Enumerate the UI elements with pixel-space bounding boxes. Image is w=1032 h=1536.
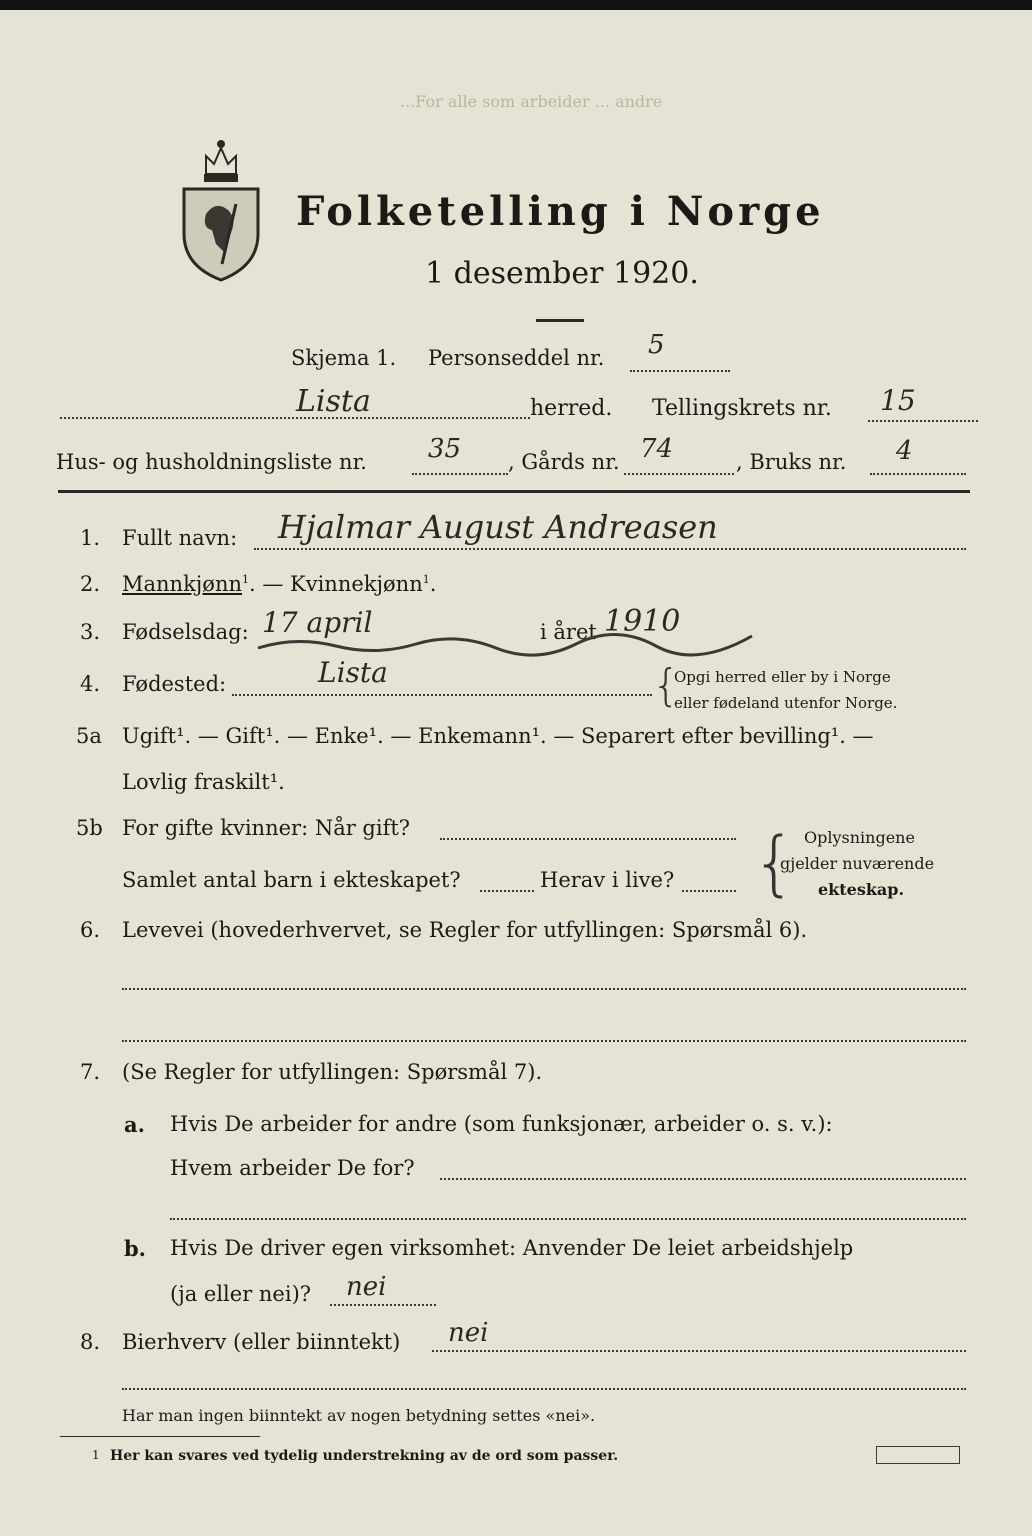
q6-label: Levevei (hovederhvervet, se Regler for utfyllingen: Spørsmål 6). (122, 918, 808, 942)
q3-number: 3. (80, 620, 101, 644)
q5b-label-alive: Herav i live? (540, 868, 675, 892)
footer-note: Har man ingen biinntekt av nogen betydning settes «nei». (122, 1406, 596, 1425)
q6-number: 6. (80, 918, 101, 942)
side-income-field[interactable] (432, 1350, 966, 1352)
tellingskrets-field[interactable] (868, 420, 978, 422)
q7a-letter: a. (124, 1112, 145, 1137)
q5b-number: 5b (76, 816, 103, 840)
birth-year-value: 1910 (604, 604, 681, 639)
bleed-through-text: ...For alle som arbeider ... andre (400, 92, 663, 111)
birthplace-note-1: Opgi herred eller by i Norge (674, 668, 891, 686)
q7b-label-2: (ja eller nei)? (170, 1282, 312, 1306)
gards-label: , Gårds nr. (508, 450, 620, 474)
children-count-field[interactable] (480, 890, 534, 892)
personseddel-value: 5 (648, 330, 665, 360)
q2-footnote-marker-2: 1 (422, 573, 430, 586)
footnote-rule (60, 1436, 260, 1437)
side-income-field-2[interactable] (122, 1388, 966, 1390)
bruks-field[interactable] (870, 473, 966, 475)
q5b-label-children: Samlet antal barn i ekteskapet? (122, 868, 461, 892)
header-rule (58, 490, 970, 493)
tellingskrets-label: Tellingskrets nr. (652, 396, 832, 421)
bruks-value: 4 (896, 436, 913, 466)
q5b-label-married: For gifte kvinner: Når gift? (122, 816, 411, 840)
brace-marriage: { (752, 822, 797, 904)
herred-value: Lista (296, 384, 371, 419)
hus-field[interactable] (412, 473, 508, 475)
q8-number: 8. (80, 1330, 101, 1354)
q1-label: Fullt navn: (122, 526, 238, 550)
hired-help-value: nei (346, 1272, 387, 1302)
q7a-label-1: Hvis De arbeider for andre (som funksjonær, arbeider o. s. v.): (170, 1112, 833, 1136)
employer-field[interactable] (440, 1178, 966, 1180)
q2-footnote-marker-1: 1 (242, 573, 250, 586)
footnote-text: Her kan svares ved tydelig understrekning av de ord som passer. (110, 1448, 619, 1464)
birthday-value: 17 april (262, 606, 373, 639)
married-date-field[interactable] (440, 838, 736, 840)
children-alive-field[interactable] (682, 890, 736, 892)
occupation-field-1[interactable] (122, 988, 966, 990)
marriage-note-3: ekteskap. (818, 880, 905, 899)
herred-field[interactable] (60, 417, 530, 419)
birthplace-note-2: eller fødeland utenfor Norge. (674, 694, 898, 712)
full-name-field[interactable] (254, 548, 966, 550)
brace-birthplace: { (652, 660, 680, 711)
q7a-label-2: Hvem arbeider De for? (170, 1156, 415, 1180)
q4-label: Fødested: (122, 672, 227, 696)
q2-number: 2. (80, 572, 101, 596)
form-date: 1 desember 1920. (425, 256, 699, 291)
side-income-value: nei (448, 1318, 489, 1348)
q2-gender-options (122, 572, 436, 596)
q2-end: . (429, 572, 437, 596)
herred-label: herred. (530, 396, 613, 421)
q3-label: Fødselsdag: (122, 620, 249, 644)
printer-stamp (876, 1446, 960, 1464)
full-name-value: Hjalmar August Andreasen (278, 508, 718, 546)
q7-label: (Se Regler for utfyllingen: Spørsmål 7). (122, 1060, 543, 1084)
strike-scribble (256, 628, 756, 658)
footnote-marker: 1 (92, 1448, 100, 1462)
marriage-note-1: Oplysningene (804, 828, 915, 847)
female-option[interactable]: . — Kvinnekjønn (249, 572, 423, 596)
tellingskrets-value: 15 (880, 384, 916, 417)
q4-number: 4. (80, 672, 101, 696)
q7b-label-1: Hvis De driver egen virksomhet: Anvender De leiet arbeidshjelp (170, 1236, 854, 1260)
personseddel-label: Personseddel nr. (428, 346, 605, 370)
gards-field[interactable] (624, 473, 734, 475)
hus-value: 35 (428, 434, 462, 464)
q1-number: 1. (80, 526, 101, 550)
skjema-label: Skjema 1. (291, 346, 397, 370)
hus-label: Hus- og husholdningsliste nr. (56, 450, 367, 474)
form-title: Folketelling i Norge (296, 188, 825, 235)
hired-help-field[interactable] (330, 1304, 436, 1306)
q7-number: 7. (80, 1060, 101, 1084)
marital-status-options-2[interactable]: Lovlig fraskilt¹. (122, 770, 285, 794)
title-rule (536, 319, 584, 322)
birthplace-field[interactable] (232, 694, 652, 696)
q7b-letter: b. (124, 1236, 146, 1261)
bruks-label: , Bruks nr. (736, 450, 847, 474)
marriage-note-2: gjelder nuværende (780, 854, 935, 873)
scan-edge (0, 0, 1032, 10)
gards-value: 74 (640, 434, 674, 464)
personseddel-field[interactable] (630, 370, 730, 372)
coat-of-arms-icon (176, 134, 266, 284)
year-label: i året (540, 620, 597, 644)
employer-field-2[interactable] (170, 1218, 966, 1220)
q8-label: Bierhverv (eller biinntekt) (122, 1330, 401, 1354)
male-option[interactable]: Mannkjønn (122, 572, 243, 596)
birthplace-value: Lista (318, 656, 388, 689)
q5a-number: 5a (76, 724, 102, 748)
marital-status-options[interactable]: Ugift¹. — Gift¹. — Enke¹. — Enkemann¹. — Separert efter bevilling¹. — (122, 724, 874, 748)
occupation-field-2[interactable] (122, 1040, 966, 1042)
